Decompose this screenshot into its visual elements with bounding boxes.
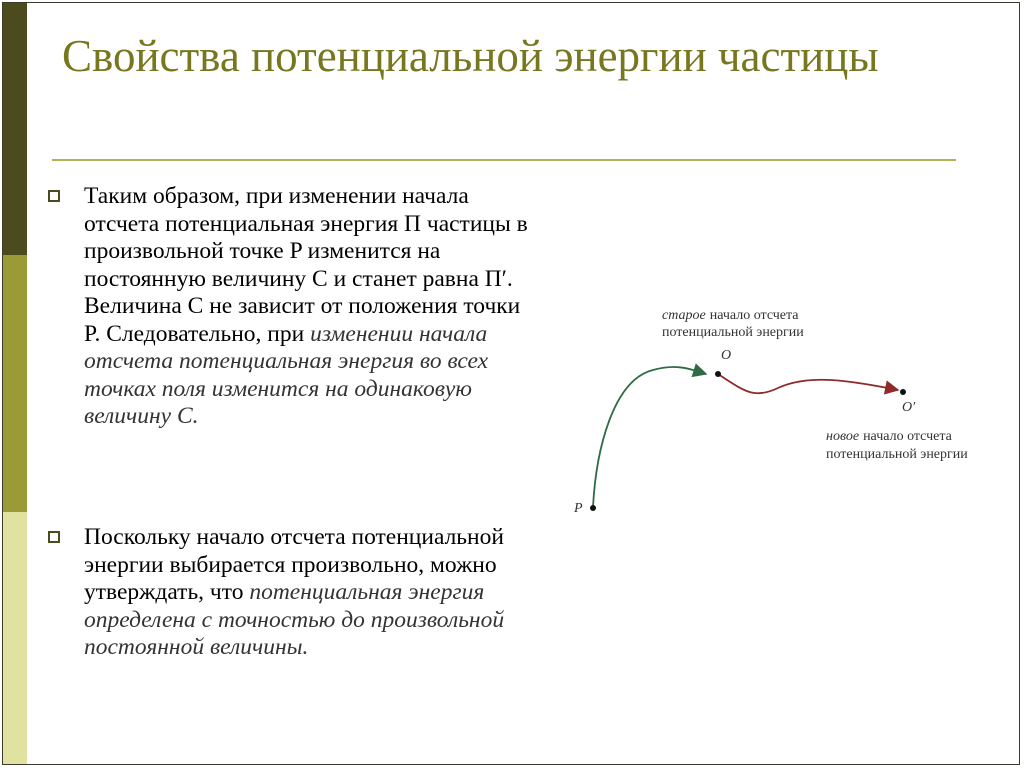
path-P-to-O xyxy=(593,367,706,507)
bullet-text-1 xyxy=(84,183,538,431)
slide-title: Свойства потенциальной энергии частицы xyxy=(62,31,879,81)
bullet-2-plain-text: Поскольку начало отсчета потенциальной энергии выбирается произвольно, можно утверждать, что xyxy=(84,524,504,605)
square-bullet-icon xyxy=(48,531,60,543)
point-P-label: P xyxy=(574,501,583,516)
path-O-to-O-prime xyxy=(718,374,898,393)
bullet-item-2 xyxy=(48,524,538,662)
old-origin-label-line2: потенциальной энергии xyxy=(662,325,804,340)
bullet-text-2 xyxy=(84,524,538,662)
bullet-2-emphasis-text: потенциальная энергия определена с точностью до произвольной постоянной величины. xyxy=(84,579,505,660)
point-O-dot xyxy=(715,371,721,377)
side-stripe-dark xyxy=(3,3,27,255)
new-origin-label-line1: новое начало отсчета xyxy=(826,429,952,444)
bullet-item-1 xyxy=(48,183,538,431)
point-O-prime-label: O′ xyxy=(902,400,916,415)
new-origin-label-line2: потенциальной энергии xyxy=(826,447,968,462)
reference-point-diagram xyxy=(548,290,1024,530)
point-P-dot xyxy=(590,505,596,511)
bullet-1-emphasis-text: изменении начала отсчета потенциальная энергия во всех точках поля изменится на одинаковую величину C. xyxy=(84,320,489,429)
side-stripe-light xyxy=(3,512,27,764)
bullet-1-plain-text: Таким образом, при изменении начала отсчета потенциальная энергия П частицы в произвольной точке P изменится на постоянную величину C и станет равна П′. Величина C не зависит от положения точки P. Следовательно, при xyxy=(84,183,528,347)
point-O-label: O xyxy=(721,348,732,363)
point-O-prime-dot xyxy=(900,389,906,395)
side-stripe-medium xyxy=(3,255,27,512)
old-origin-label-line1: старое начало отсчета xyxy=(662,308,799,323)
title-underline xyxy=(52,159,956,161)
square-bullet-icon xyxy=(48,190,60,202)
